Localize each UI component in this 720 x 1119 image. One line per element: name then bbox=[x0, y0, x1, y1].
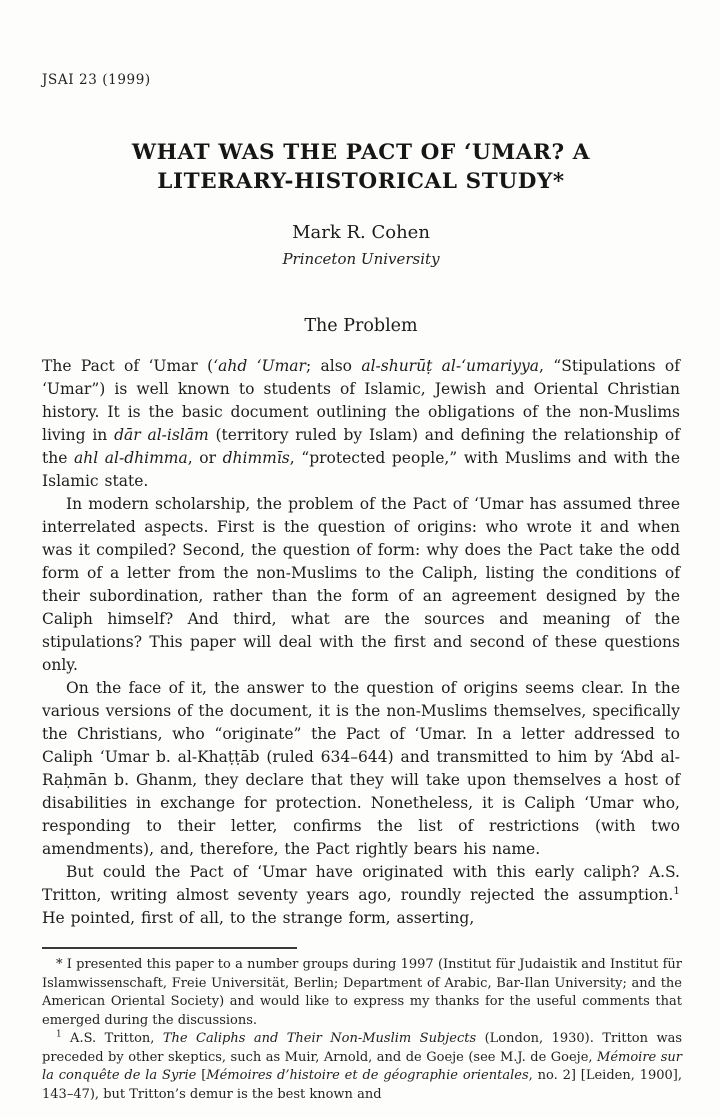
body-paragraph-4: But could the Pact of ‘Umar have originated with this early caliph? A.S. Tritton, writing almost seventy years ago, roundly rejected the assumption.$^1$ He pointed, first of all, to the strange form, asserting, bbox=[42, 863, 680, 927]
author-name: Mark R. Cohen bbox=[292, 222, 430, 243]
paper-title-line2: LITERARY-HISTORICAL STUDY* bbox=[157, 169, 565, 194]
section-heading: The Problem bbox=[304, 316, 418, 336]
paper-title-line1: WHAT WAS THE PACT OF ‘UMAR? A bbox=[131, 140, 591, 165]
footnote-separator bbox=[42, 947, 297, 949]
body-paragraph-1: The Pact of ‘Umar (‘ahd ‘Umar; also al-shurūṭ al-‘umariyya, “Stipulations of ‘Umar”) is well known to students of Islamic, Jewish and Oriental Christian history. It is the basic document outlining the obligations of the non-Muslims living in dār al-islām (territory ruled by Islam) and defining the relationship of the ahl al-dhimma, or dhimmīs, “protected people,” with Muslims and with the Islamic state. bbox=[42, 357, 681, 490]
body-paragraph-3: On the face of it, the answer to the question of origins seems clear. In the various versions of the document, it is the non-Muslims themselves, specifically the Christians, who “originate” the Pact of ‘Umar. In a letter addressed to Caliph ‘Umar b. al-Khaṭṭāb (ruled 634–644) and transmitted to him by ‘Abd al-Raḥmān b. Ghanm, they declare that they will take upon themselves a host of disabilities in exchange for protection. Nonetheless, it is Caliph ‘Umar who, responding to their letter, confirms the list of restrictions (with two amendments), and, therefore, the Pact rightly bears his name. bbox=[42, 679, 680, 858]
body-paragraph-2: In modern scholarship, the problem of the Pact of ‘Umar has assumed three interrelated aspects. First is the question of origins: who wrote it and when was it compiled? Second, the question of form: why does the Pact take the odd form of a letter from the non-Muslims to the Caliph, listing the conditions of their subordination, rather than the form of an agreement designed by the Caliph himself? And third, what are the sources and meaning of the stipulations? This paper will deal with the first and second of these questions only. bbox=[42, 495, 680, 674]
footnote-star: * I presented this paper to a number groups during 1997 (Institut für Judaistik and Institut für Islamwissenschaft, Freie Universität, Berlin; Department of Arabic, Bar-Ilan University; and the American Oriental Society) and would like to express my thanks for the useful comments that emerged during the discussions. bbox=[42, 957, 682, 1028]
footnote-1: $^1$ A.S. Tritton, The Caliphs and Their Non-Muslim Subjects (London, 1930). Tritton was preceded by other skeptics, such as Muir, Arnold, and de Goeje (see M.J. de Goeje, Mémoire sur la conquête de la Syrie [Mémoires d’histoire et de géographie orientales, no. 2] [Leiden, 1900], 143–47), but Tritton’s demur is the best known and bbox=[42, 1029, 682, 1102]
article-body bbox=[42, 355, 680, 930]
journal-header: JSAI 23 (1999) bbox=[42, 72, 151, 88]
footnote-block bbox=[42, 947, 682, 1104]
author-affiliation: Princeton University bbox=[282, 250, 440, 268]
paper-title bbox=[42, 138, 680, 196]
